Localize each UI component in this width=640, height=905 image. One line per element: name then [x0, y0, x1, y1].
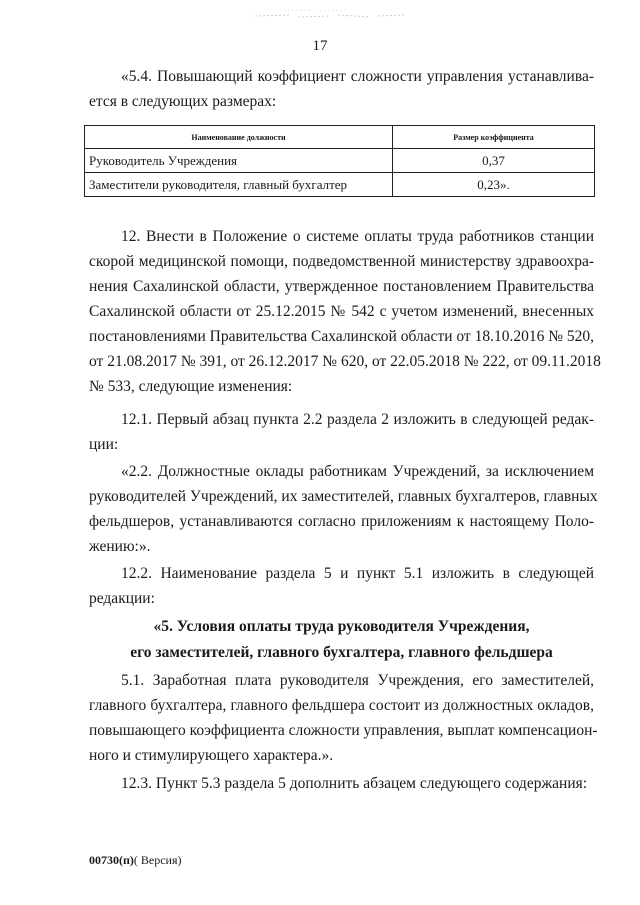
text-line: «2.2. Должностные оклады работникам Учреждений, за исключением — [121, 463, 594, 480]
item-12-2-paragraph — [89, 561, 594, 611]
document-footer — [89, 853, 182, 868]
text-line: жению:». — [89, 538, 151, 555]
text-line: скорой медицинской помощи, подведомственной министерству здравоохра- — [89, 253, 594, 270]
text-line: фельдшеров, устанавливаются согласно приложениям к настоящему Поло- — [89, 513, 594, 530]
text-line: 12.3. Пункт 5.3 раздела 5 дополнить абзацем следующего содержания: — [121, 775, 588, 792]
table-header-row — [85, 126, 595, 149]
text-line: повышающего коэффициента сложности управления, выплат компенсацион- — [89, 722, 598, 739]
header-coefficient: Размер коэффициента — [393, 126, 595, 149]
item-12-1-paragraph — [89, 407, 594, 457]
text-line: редакции: — [89, 590, 155, 607]
text-line: руководителей Учреждений, их заместителей, главных бухгалтеров, главных — [89, 488, 598, 505]
table-row — [85, 173, 595, 197]
text-line: № 533, следующие изменения: — [89, 378, 293, 395]
item-5-1-paragraph — [89, 668, 598, 768]
item-12-paragraph — [89, 224, 601, 399]
text-line: 12.2. Наименование раздела 5 и пункт 5.1 изложить в следующей — [121, 565, 594, 582]
section-heading-line-1: «5. Условия оплаты труда руководителя Учреждения, — [153, 618, 530, 635]
faint-stamp-mark — [250, 6, 410, 22]
cell-value: 0,37 — [393, 149, 595, 173]
text-line: 12.1. Первый абзац пункта 2.2 раздела 2 изложить в следующей редак- — [121, 411, 594, 428]
text-line: ного и стимулирующего характера.». — [89, 747, 334, 764]
text-line: 5.1. Заработная плата руководителя Учреждения, его заместителей, — [121, 672, 594, 689]
intro-line-2: ется в следующих размерах: — [89, 93, 277, 110]
item-12-3-paragraph — [89, 771, 594, 796]
cell-position: Заместители руководителя, главный бухгалтер — [85, 173, 393, 197]
text-line: 12. Внести в Положение о системе оплаты труда работников станции — [121, 228, 594, 245]
quote-2-2-paragraph — [89, 459, 598, 559]
text-line: нения Сахалинской области, утвержденное постановлением Правительства — [89, 278, 594, 295]
page-number: 17 — [312, 38, 328, 54]
table-row — [85, 149, 595, 173]
text-line: Сахалинской области от 25.12.2015 № 542 с учетом изменений, внесенных — [89, 303, 594, 320]
text-line: от 21.08.2017 № 391, от 26.12.2017 № 620, от 22.05.2018 № 222, от 09.11.2018 — [89, 353, 601, 370]
cell-value: 0,23». — [393, 173, 595, 197]
text-line: постановлениями Правительства Сахалинской области от 18.10.2016 № 520, — [89, 328, 594, 345]
document-code: 00730(п) — [89, 853, 134, 867]
document-version: ( Версия) — [133, 853, 182, 867]
section-5-heading — [89, 614, 594, 666]
cell-position: Руководитель Учреждения — [85, 149, 393, 173]
text-line: ции: — [89, 436, 119, 453]
header-position: Наименование должности — [85, 126, 393, 149]
coefficient-table — [84, 125, 595, 197]
intro-paragraph — [89, 64, 594, 114]
section-heading-line-2: его заместителей, главного бухгалтера, главного фельдшера — [130, 644, 553, 661]
text-line: главного бухгалтера, главного фельдшера состоит из должностных окладов, — [89, 697, 594, 714]
intro-line-1: «5.4. Повышающий коэффициент сложности управления устанавлива- — [121, 68, 594, 85]
